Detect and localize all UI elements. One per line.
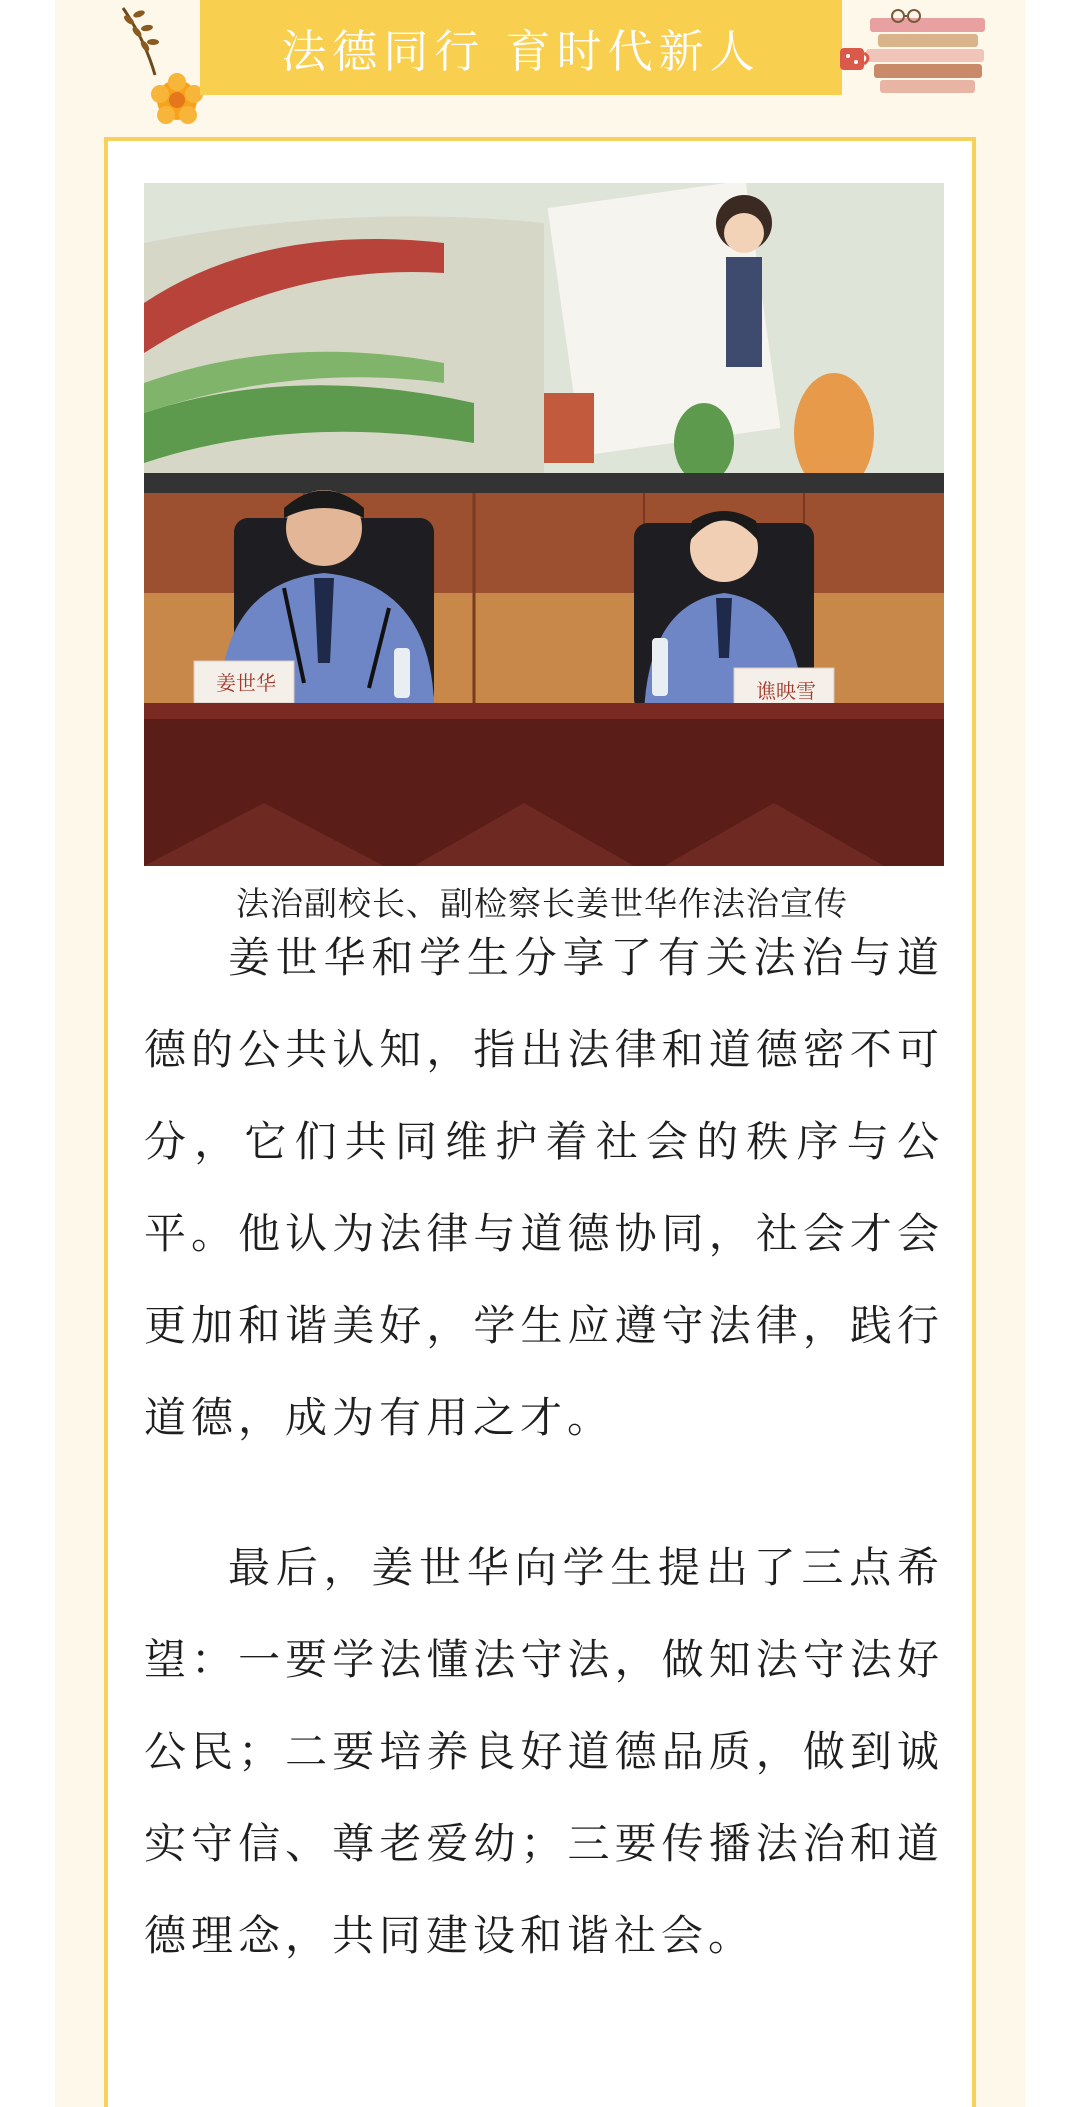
photo-illustration (144, 183, 944, 866)
content-card (104, 137, 976, 2107)
body-paragraph-2: 最后，姜世华向学生提出了三点希望：一要学法懂法守法，做知法守法好公民；二要培养良好道德品质，做到诚实守信、尊老爱幼；三要传播法治和道德理念，共同建设和谐社会。 (144, 1543, 944, 1960)
nameplate-left: 姜世华 (216, 671, 276, 695)
title-banner (200, 0, 842, 95)
body-paragraph-1: 姜世华和学生分享了有关法治与道德的公共认知，指出法律和道德密不可分，它们共同维护着社会的秩序与公平。他认为法律与道德协同，社会才会更加和谐美好，学生应遵守法律，践行道德，成为有用之才。 (144, 933, 944, 1442)
header (0, 0, 1080, 130)
page-title: 法德同行 育时代新人 (281, 25, 761, 78)
photo-caption: 法治副校长、副检察长姜世华作法治宣传 (236, 884, 848, 923)
nameplate-right: 谯映雪 (756, 679, 816, 703)
books-decoration-icon (840, 8, 990, 103)
page-margin-left (0, 0, 55, 2107)
event-photo (144, 183, 944, 866)
page-margin-right (1025, 0, 1080, 2107)
